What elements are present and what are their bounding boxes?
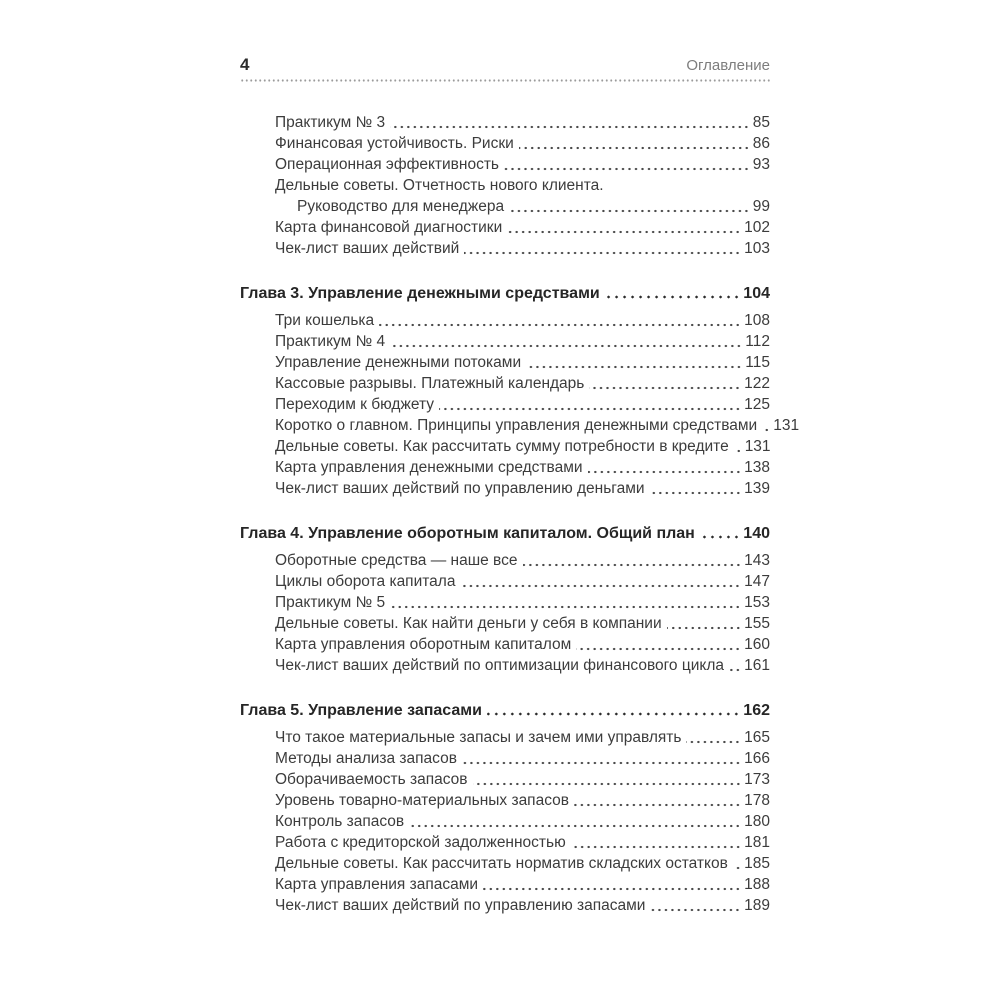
toc-entry-page-number: 178 [744,792,770,809]
toc-entry [275,436,770,457]
toc-entry-title: Уровень товарно-материальных запасов [275,792,569,809]
toc-entry-title: Управление денежными потоками [275,354,522,371]
toc-entry-title: Кассовые разрывы. Платежный календарь [275,375,585,392]
dot-leader [733,866,741,870]
toc-entry [297,196,770,217]
toc-entry [275,550,770,571]
toc-entry [275,613,770,634]
dot-leader [379,323,741,327]
toc-entry-page-number: 166 [744,750,770,767]
header-dotted-rule [240,79,770,82]
toc-entry-page-number: 160 [744,636,770,653]
dot-leader [650,491,742,495]
toc-entry-page-number: 188 [744,876,770,893]
toc-entry [275,112,770,133]
toc-section [240,523,770,676]
toc-entry-title: Дельные советы. Как рассчитать сумму потребности в кредите [275,438,729,455]
toc-entry [275,175,770,196]
toc-entry-page-number: 147 [744,573,770,590]
dot-leader [667,626,742,630]
toc-entry-title: Дельные советы. Как рассчитать норматив складских остатков [275,855,728,872]
toc-entry-page-number: 189 [744,897,770,914]
toc-chapter-heading [240,283,770,304]
dot-leader [588,470,742,474]
toc-entry [275,874,770,895]
toc-entry-title: Практикум № 3 [275,114,386,131]
toc-entry-page-number: 115 [745,354,770,371]
running-header-row [240,55,770,75]
toc-entry [275,478,770,499]
toc-entry [275,238,770,259]
toc-entry-title: Три кошелька [275,312,375,329]
toc-entry [275,310,770,331]
toc-chapter-title: Глава 5. Управление запасами [240,702,482,719]
toc-entry-title: Дельные советы. Отчетность нового клиента. [275,177,604,194]
toc-entry-page-number: 181 [744,834,770,851]
dot-leader [390,605,741,609]
toc-entry-title: Карта управления запасами [275,876,479,893]
toc-entry-title: Коротко о главном. Принципы управления денежными средствами [275,417,758,434]
toc-chapter-page-number: 162 [743,702,770,719]
toc-entry-page-number: 103 [744,240,770,257]
toc-section [240,112,770,259]
dot-leader [390,344,742,348]
toc-entry-page-number: 102 [744,219,770,236]
toc-entry-title: Циклы оборота капитала [275,573,456,590]
toc-entry-title: Оборачиваемость запасов [275,771,468,788]
toc-entry [275,634,770,655]
toc-entry [275,769,770,790]
toc-chapter-title: Глава 4. Управление оборотным капиталом. Общий план [240,525,695,542]
toc-entry-page-number: 153 [744,594,770,611]
running-header [240,55,770,82]
toc-entry-page-number: 143 [744,552,770,569]
dot-leader [523,563,742,567]
toc-entry [275,217,770,238]
dot-leader [460,584,741,588]
toc-entry-page-number: 93 [752,156,770,173]
dot-leader [605,295,741,299]
dot-leader [734,449,742,453]
dot-leader [571,845,741,849]
dot-leader [700,535,740,539]
toc-entry [275,457,770,478]
toc-entry-title: Чек-лист ваших действий по управлению деньгами [275,480,645,497]
toc-section [240,283,800,499]
dot-leader [729,668,741,672]
toc-entry-title: Чек-лист ваших действий по управлению запасами [275,897,646,914]
dot-leader [507,230,741,234]
toc-entry-title: Карта управления оборотным капиталом [275,636,572,653]
book-page [240,0,800,916]
toc-entry-page-number: 99 [752,198,770,215]
dot-leader [519,146,750,150]
dot-leader [526,365,742,369]
toc-entry-title: Руководство для менеджера [297,198,505,215]
toc-entry-page-number: 138 [744,459,770,476]
dot-leader [439,407,741,411]
toc-entry-title: Дельные советы. Как найти деньги у себя в компании [275,615,662,632]
toc-entry [275,727,770,748]
toc-entry-title: Оборотные средства — наше все [275,552,518,569]
toc-entry [275,655,770,676]
toc-entry [275,394,770,415]
toc-entry-page-number: 125 [744,396,770,413]
toc-entry-page-number: 85 [752,114,770,131]
page-number: 4 [240,55,250,74]
toc-entry-page-number: 185 [744,855,770,872]
toc-entry-title: Практикум № 4 [275,333,386,350]
dot-leader [409,824,741,828]
toc-entry-title: Финансовая устойчивость. Риски [275,135,514,152]
dot-leader [650,908,741,912]
toc-entry [275,748,770,769]
toc-entry-page-number: 180 [744,813,770,830]
dot-leader [464,251,741,255]
toc-entry-title: Карта управления денежными средствами [275,459,583,476]
toc-entry [275,133,770,154]
toc-entry-title: Работа с кредиторской задолженностью [275,834,566,851]
dot-leader [509,209,750,213]
dot-leader [576,647,741,651]
table-of-contents [240,112,800,916]
toc-chapter-page-number: 140 [743,525,770,542]
toc-entry-page-number: 86 [752,135,770,152]
toc-entry [275,853,770,874]
toc-entry-page-number: 122 [744,375,770,392]
dot-leader [504,167,750,171]
toc-entry-page-number: 131 [744,438,771,455]
toc-chapter-title: Глава 3. Управление денежными средствами [240,285,600,302]
toc-entry [275,811,770,832]
toc-entry-title: Карта финансовой диагностики [275,219,503,236]
toc-entry-page-number: 161 [744,657,770,674]
toc-entry [275,790,770,811]
toc-entry [275,415,800,436]
toc-entry-title: Что такое материальные запасы и зачем ими управлять [275,729,682,746]
toc-entry-page-number: 155 [744,615,770,632]
dot-leader [686,740,741,744]
toc-chapter-page-number: 104 [743,285,770,302]
dot-leader [574,803,741,807]
toc-entry-page-number: 173 [744,771,770,788]
toc-entry-title: Чек-лист ваших действий по оптимизации финансового цикла [275,657,725,674]
toc-entry-page-number: 165 [744,729,770,746]
toc-entry [275,571,770,592]
dot-leader [762,428,770,432]
toc-entry-title: Практикум № 5 [275,594,386,611]
toc-entry-title: Операционная эффективность [275,156,499,173]
toc-entry-page-number: 112 [745,333,770,350]
toc-entry-page-number: 108 [744,312,770,329]
toc-entry [275,832,770,853]
dot-leader [483,887,741,891]
toc-entry-page-number: 139 [744,480,770,497]
toc-entry-page-number: 131 [773,417,800,434]
toc-section [240,700,770,916]
toc-entry-title: Переходим к бюджету [275,396,434,413]
dot-leader [589,386,741,390]
running-header-title: Оглавление [686,57,770,74]
toc-entry-title: Контроль запасов [275,813,405,830]
toc-chapter-heading [240,700,770,721]
toc-entry [275,373,770,394]
toc-entry-title: Чек-лист ваших действий [275,240,460,257]
dot-leader [462,761,741,765]
toc-entry [275,592,770,613]
toc-chapter-heading [240,523,770,544]
toc-entry-title: Методы анализа запасов [275,750,457,767]
dot-leader [487,712,740,716]
dot-leader [473,782,742,786]
toc-entry [275,331,770,352]
toc-entry [275,352,770,373]
toc-entry [275,154,770,175]
toc-entry [275,895,770,916]
dot-leader [390,125,750,129]
